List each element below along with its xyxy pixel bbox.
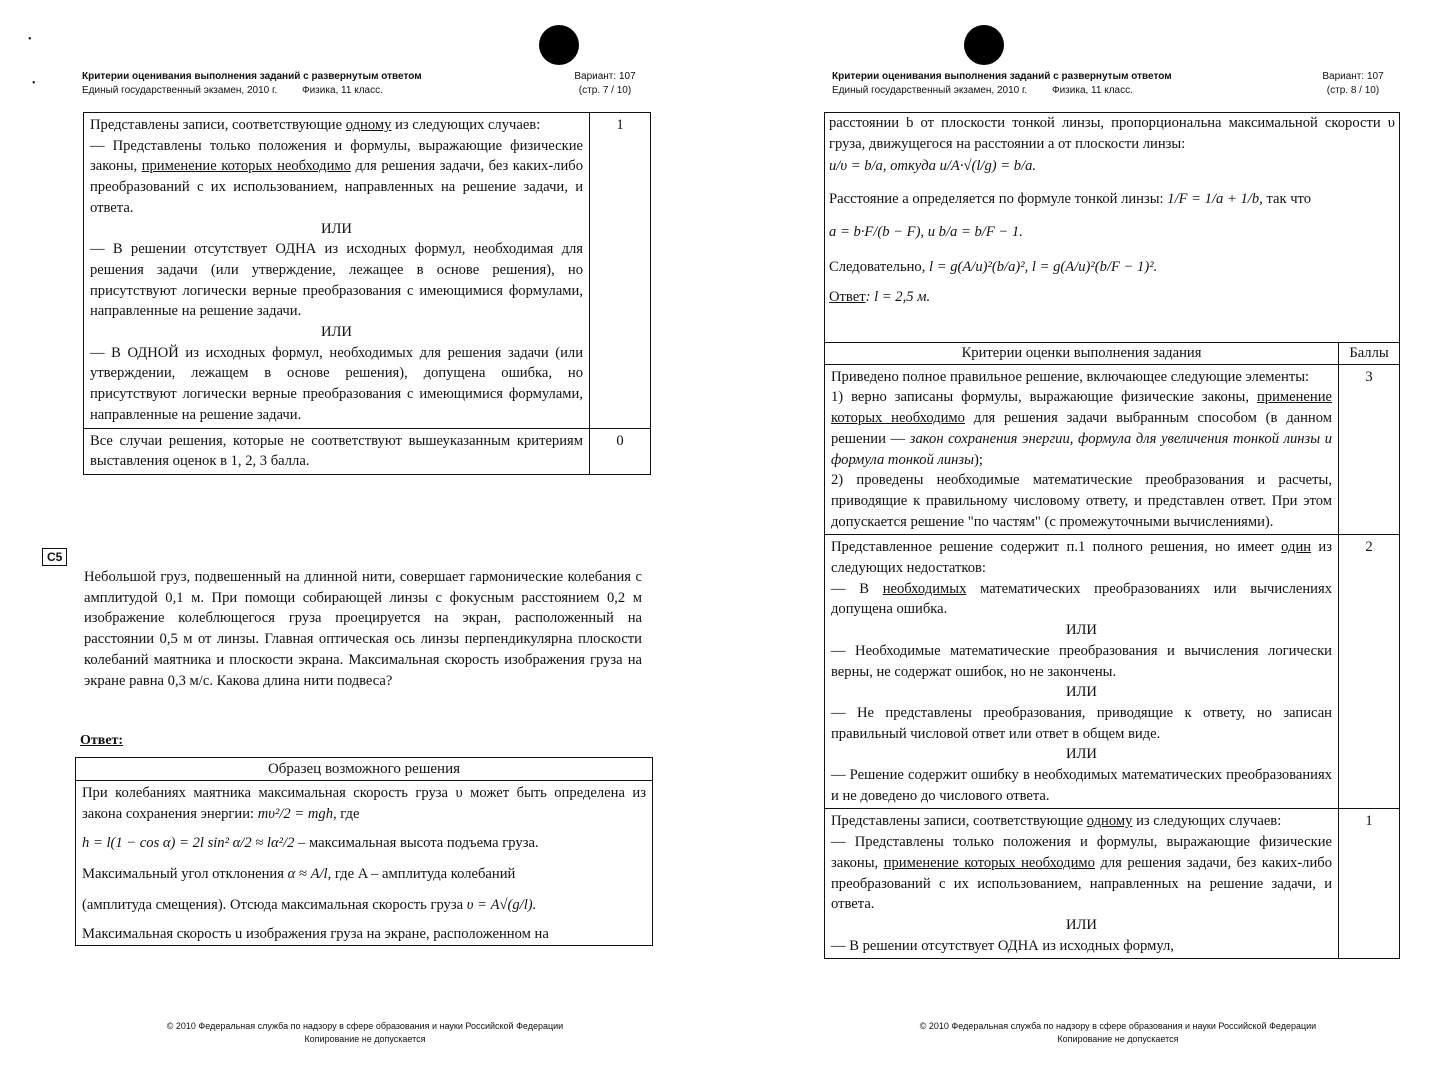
length-formula: l = g(A/u)²(b/a)², l = g(A/u)²(b/F − 1)².: [929, 258, 1158, 275]
criteria-row: [84, 113, 651, 429]
punch-hole: [539, 25, 579, 65]
thin-lens-formula: 1/F = 1/a + 1/b,: [1167, 191, 1263, 208]
solution-box: [75, 757, 653, 946]
criteria-table: [83, 112, 651, 475]
criteria-text: Представленное решение содержит п.1 полного решения, но имеет один из следующих недостатков: — В необходимых математических преобразованиях или вычислениях допущена ошибка. ИЛИ — Необходимые математические преобразования и вычисления логически верны, не содержат ошибок, но не закончены. ИЛИ — Не представлены преобразования, приводящие к ответу, но записан правильный числовой ответ или ответ в общем виде. ИЛИ — Решение содержит ошибку в необходимых математических преобразованиях и не доведено до числового ответа.: [825, 535, 1339, 809]
image-speed-formula: u/υ = b/a, откуда u/A·√(l/g) = b/a.: [829, 158, 1037, 175]
header-subtitle: Единый государственный экзамен, 2010 г. Физика, 11 класс.: [832, 85, 1133, 96]
distance-formula: a = b·F/(b − F), и b/a = b/F − 1.: [829, 223, 1023, 240]
header-title: Критерии оценивания выполнения заданий с развернутым ответом: [82, 71, 422, 82]
header-subtitle: Единый государственный экзамен, 2010 г. Физика, 11 класс.: [82, 85, 383, 96]
criteria-table: [824, 342, 1400, 959]
criteria-points: 3: [1339, 364, 1400, 535]
points-column-header: Баллы: [1339, 343, 1400, 365]
criteria-text: Все случаи решения, которые не соответствуют вышеуказанным критериям выставления оценок в 1, 2, 3 балла.: [84, 428, 590, 474]
page-header: [832, 70, 1272, 98]
criteria-text: Представлены записи, соответствующие одному из следующих случаев: — Представлены только положения и формулы, выражающие физические законы, применение которых необходимо для решения задачи, без каких-либо преобразований с их использованием, направленных на решение задачи, и ответа. ИЛИ — В решении отсутствует ОДНА из исходных формул,: [825, 809, 1339, 959]
criteria-points: 1: [1339, 809, 1400, 959]
criteria-row: [84, 428, 651, 474]
header-title: Критерии оценивания выполнения заданий с развернутым ответом: [832, 71, 1172, 82]
punch-hole: [964, 25, 1004, 65]
task-text: Небольшой груз, подвешенный на длинной нити, совершает гармонические колебания с амплитудой 0,1 м. При помощи собирающей линзы с фокусным расстоянием 0,2 м изображение колеблющегося груза проецируется на экран, расположенный на расстоянии 0,5 м от линзы. Главная оптическая ось линзы перпендикулярна плоскости колебаний маятника и плоскости экрана. Максимальная скорость изображения груза на экране равна 0,3 м/с. Какова длина нити подвеса?: [84, 569, 642, 689]
criteria-column-header: Критерии оценки выполнения задания: [825, 343, 1339, 365]
criteria-points: 1: [590, 113, 651, 429]
criteria-row: [825, 364, 1400, 535]
page-header: [82, 70, 522, 98]
height-formula: h = l(1 − cos α) = 2l sin² α/2 ≈ lα²/2: [82, 835, 295, 851]
criteria-text: Приведено полное правильное решение, включающее следующие элементы: 1) верно записаны формулы, выражающие физические законы, применение которых необходимо для решения задачи выбранным способом (в данном решении — закон сохранения энергии, формула для увеличения тонкой линзы и формула тонкой линзы); 2) проведены необходимые математические преобразования и расчеты, приводящие к правильному числовому ответу, и представлен ответ. При этом допускается решение "по частям" (с промежуточными вычислениями).: [825, 364, 1339, 535]
velocity-formula: υ = A√(g/l).: [466, 897, 537, 913]
scan-dot: •: [28, 34, 32, 45]
solution-title: Образец возможного решения: [76, 758, 652, 781]
angle-formula: α ≈ A/l,: [287, 866, 332, 882]
page-footer: © 2010 Федеральная служба по надзору в сфере образования и науки Российской Федерации Копирование не допускается: [166, 1021, 564, 1044]
criteria-header-row: [825, 343, 1400, 365]
answer-label: Ответ: [829, 289, 866, 306]
solution-continuation: расстоянии b от плоскости тонкой линзы, пропорциональна максимальной скорости υ груза, движущегося на расстоянии a от плоскости линзы: u/υ = b/a, откуда u/A·√(l/g) = b/a. Расстояние a определяется по формуле тонкой линзы: 1/F = 1/a + 1/b, так что a = b·F/(b − F), и b/a = b/F − 1. Следовательно, l = g(A/u)²(b/a)², l = g(A/u)²(b/F − 1)². Ответ: l = 2,5 м.: [824, 112, 1400, 342]
page-footer: © 2010 Федеральная служба по надзору в сфере образования и науки Российской Федерации Копирование не допускается: [919, 1021, 1317, 1044]
answer-label: Ответ:: [80, 733, 124, 748]
header-variant: Вариант: 107 (стр. 8 / 10): [1322, 71, 1384, 96]
task-label: C5: [42, 548, 67, 566]
criteria-row: [825, 809, 1400, 959]
criteria-row: [825, 535, 1400, 809]
criteria-text: Представлены записи, соответствующие одному из следующих случаев: — Представлены только положения и формулы, выражающие физические законы, применение которых необходимо для решения задачи, без каких-либо преобразований с их использованием, направленных на решение задачи, и ответа. ИЛИ — В решении отсутствует ОДНА из исходных формул, необходимая для решения задачи (или утверждение, лежащее в основе решения), но присутствуют логически верные преобразования с имеющимися формулами, направленные на решение задачи. ИЛИ — В ОДНОЙ из исходных формул, необходимых для решения задачи (или утверждении, лежащем в основе решения), допущена ошибка, но присутствуют логически верные преобразования с имеющимися формулами, направленные на решение задачи.: [84, 113, 590, 429]
header-variant: Вариант: 107 (стр. 7 / 10): [574, 71, 636, 96]
energy-formula: mυ²/2 = mgh,: [257, 806, 337, 822]
answer-value: : l = 2,5 м.: [865, 289, 931, 306]
criteria-points: 2: [1339, 535, 1400, 809]
criteria-points: 0: [590, 428, 651, 474]
right-page: [728, 0, 1456, 1066]
scan-dot: •: [32, 78, 36, 89]
solution-body: При колебаниях маятника максимальная скорость груза υ может быть определена из закона сохранения энергии: mυ²/2 = mgh, где h = l(1 − cos α) = 2l sin² α/2 ≈ lα²/2 – максимальная высота подъема груза. Максимальный угол отклонения α ≈ A/l, где A – амплитуда колебаний (амплитуда смещения). Отсюда максимальная скорость груза υ = A√(g/l). Максимальная скорость u изображения груза на экране, расположенном на: [82, 785, 646, 942]
